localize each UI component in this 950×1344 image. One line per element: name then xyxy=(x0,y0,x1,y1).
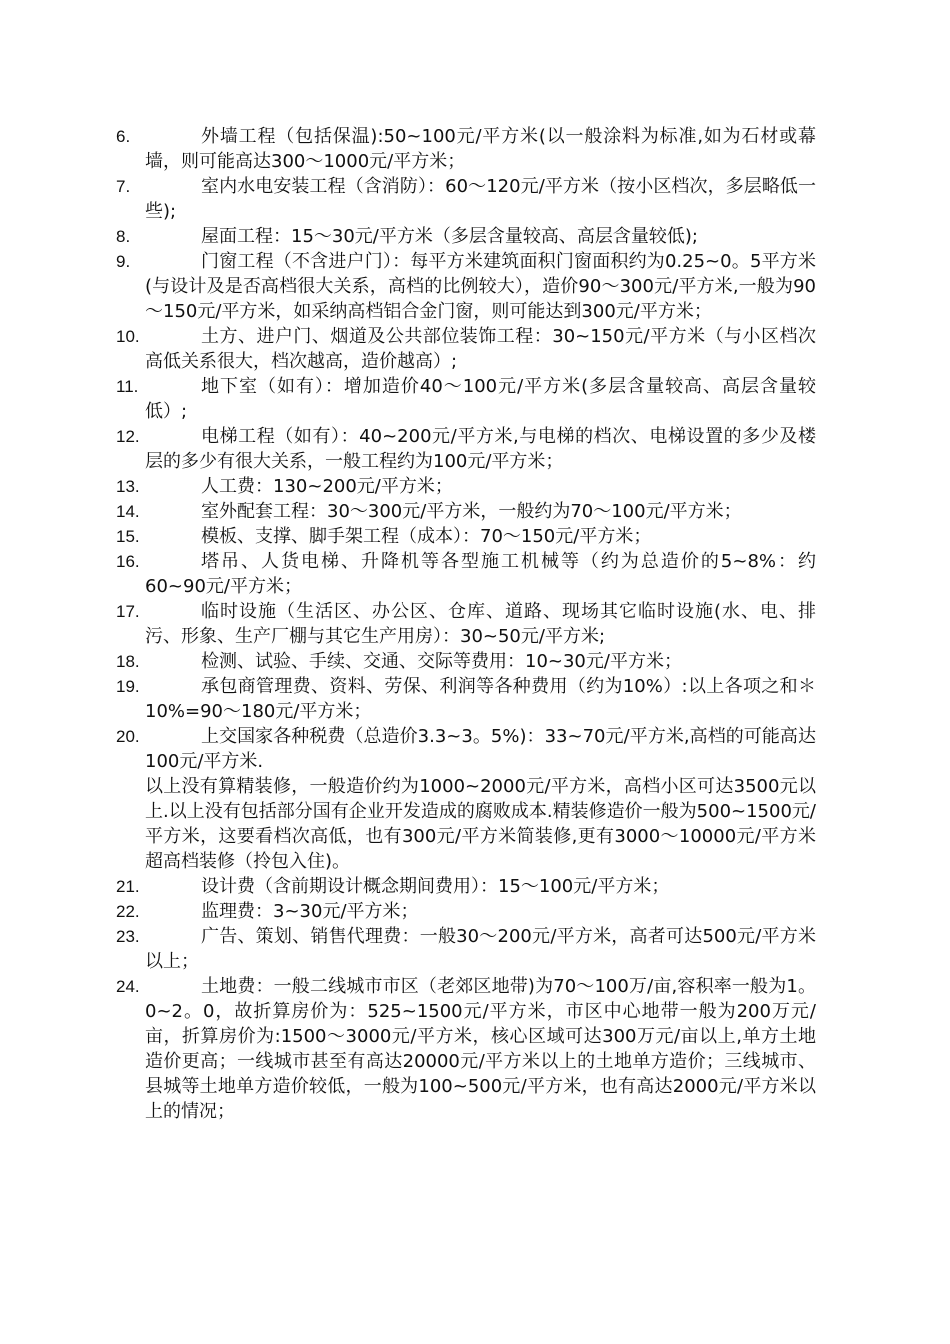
list-item xyxy=(116,524,816,549)
list-item xyxy=(116,249,816,324)
item-number: 11. xyxy=(116,377,139,396)
cost-item-list xyxy=(116,124,816,1124)
item-number: 17. xyxy=(116,602,140,621)
list-item xyxy=(116,499,816,524)
item-text: 设计费（含前期设计概念期间费用）：15～100元/平方米； xyxy=(201,876,670,897)
item-text: 门窗工程（不含进户门）：每平方米建筑面积门窗面积约为0.25~0。5平方米(与设计及是否高档很大关系，高档的比例较大），造价90～300元/平方米,一般为90～150元/平方米，如采纳高档铝合金门窗，则可能达到300元/平方米； xyxy=(145,251,816,322)
item-number: 13. xyxy=(116,477,140,496)
list-item xyxy=(116,224,816,249)
list-item xyxy=(116,924,816,974)
list-item xyxy=(116,124,816,174)
note-paragraph: 以上没有算精装修，一般造价约为1000~2000元/平方米，高档小区可达3500元以上.以上没有包括部分国有企业开发造成的腐败成本.精装修造价一般为500~1500元/平方米，这要看档次高低，也有300元/平方米简装修,更有3000～10000元/平方米超高档装修（拎包入住)。 xyxy=(145,776,816,872)
item-text: 土地费：一般二线城市市区（老郊区地带)为70～100万/亩,容积率一般为1。0~2。0，故折算房价为：525~1500元/平方米，市区中心地带一般为200万元/亩，折算房价为:1500～3000元/平方米，核心区域可达300万元/亩以上,单方土地造价更高；一线城市甚至有高达20000元/平方米以上的土地单方造价；三线城市、县城等土地单方造价较低，一般为100~500元/平方米，也有高达2000元/平方米以上的情况； xyxy=(145,976,816,1122)
list-item xyxy=(116,324,816,374)
item-number: 20. xyxy=(116,727,140,746)
item-text: 外墙工程（包括保温):50~100元/平方米(以一般涂料为标准,如为石材或幕墙，则可能高达300～1000元/平方米； xyxy=(145,126,816,172)
item-number: 18. xyxy=(116,652,140,671)
item-number: 7. xyxy=(116,177,131,196)
list-item xyxy=(116,674,816,724)
item-text: 承包商管理费、资料、劳保、利润等各种费用（约为10%）:以上各项之和＊10%=90～180元/平方米； xyxy=(145,676,816,722)
item-number: 12. xyxy=(116,427,140,446)
item-text: 检测、试验、手续、交通、交际等费用：10~30元/平方米； xyxy=(201,651,682,672)
item-number: 19. xyxy=(116,677,140,696)
list-item xyxy=(116,649,816,674)
list-item xyxy=(116,474,816,499)
list-item xyxy=(116,549,816,599)
list-item xyxy=(116,424,816,474)
list-item xyxy=(116,599,816,649)
list-item xyxy=(116,974,816,1124)
item-text: 模板、支撑、脚手架工程（成本）：70～150元/平方米； xyxy=(201,526,652,547)
item-number: 22. xyxy=(116,902,140,921)
list-item xyxy=(116,724,816,774)
item-text: 临时设施（生活区、办公区、仓库、道路、现场其它临时设施(水、电、排污、形象、生产厂棚与其它生产用房）：30~50元/平方米; xyxy=(145,601,816,647)
item-text: 地下室（如有）：增加造价40～100元/平方米(多层含量较高、高层含量较低）; xyxy=(145,376,816,422)
item-text: 上交国家各种税费（总造价3.3~3。5%)：33~70元/平方米,高档的可能高达100元/平方米. xyxy=(145,726,816,772)
list-item xyxy=(116,374,816,424)
item-text: 监理费：3~30元/平方米； xyxy=(201,901,419,922)
item-text: 屋面工程：15～30元/平方米（多层含量较高、高层含量较低); xyxy=(201,226,698,247)
list-item xyxy=(116,874,816,899)
item-number: 16. xyxy=(116,552,140,571)
item-text: 室外配套工程：30～300元/平方米，一般约为70～100元/平方米； xyxy=(201,501,742,522)
item-number: 6. xyxy=(116,127,131,146)
item-number: 24. xyxy=(116,977,140,996)
item-text: 人工费：130~200元/平方米； xyxy=(201,476,453,497)
item-number: 21. xyxy=(116,877,140,896)
item-number: 14. xyxy=(116,502,140,521)
item-number: 10. xyxy=(116,327,140,346)
item-text: 塔吊、人货电梯、升降机等各型施工机械等（约为总造价的5~8%：约60~90元/平方米； xyxy=(145,551,816,597)
item-text: 土方、进户门、烟道及公共部位装饰工程：30~150元/平方米（与小区档次高低关系很大，档次越高，造价越高）; xyxy=(145,326,816,372)
list-item xyxy=(116,899,816,924)
item-text: 室内水电安装工程（含消防）：60～120元/平方米（按小区档次，多层略低一些); xyxy=(145,176,816,222)
item-number: 23. xyxy=(116,927,140,946)
item-number: 9. xyxy=(116,252,131,271)
item-text: 电梯工程（如有）：40~200元/平方米,与电梯的档次、电梯设置的多少及楼层的多少有很大关系，一般工程约为100元/平方米； xyxy=(145,426,816,472)
list-item xyxy=(116,174,816,224)
item-text: 广告、策划、销售代理费：一般30～200元/平方米，高者可达500元/平方米以上； xyxy=(145,926,816,972)
item-number: 8. xyxy=(116,227,131,246)
item-number: 15. xyxy=(116,527,140,546)
